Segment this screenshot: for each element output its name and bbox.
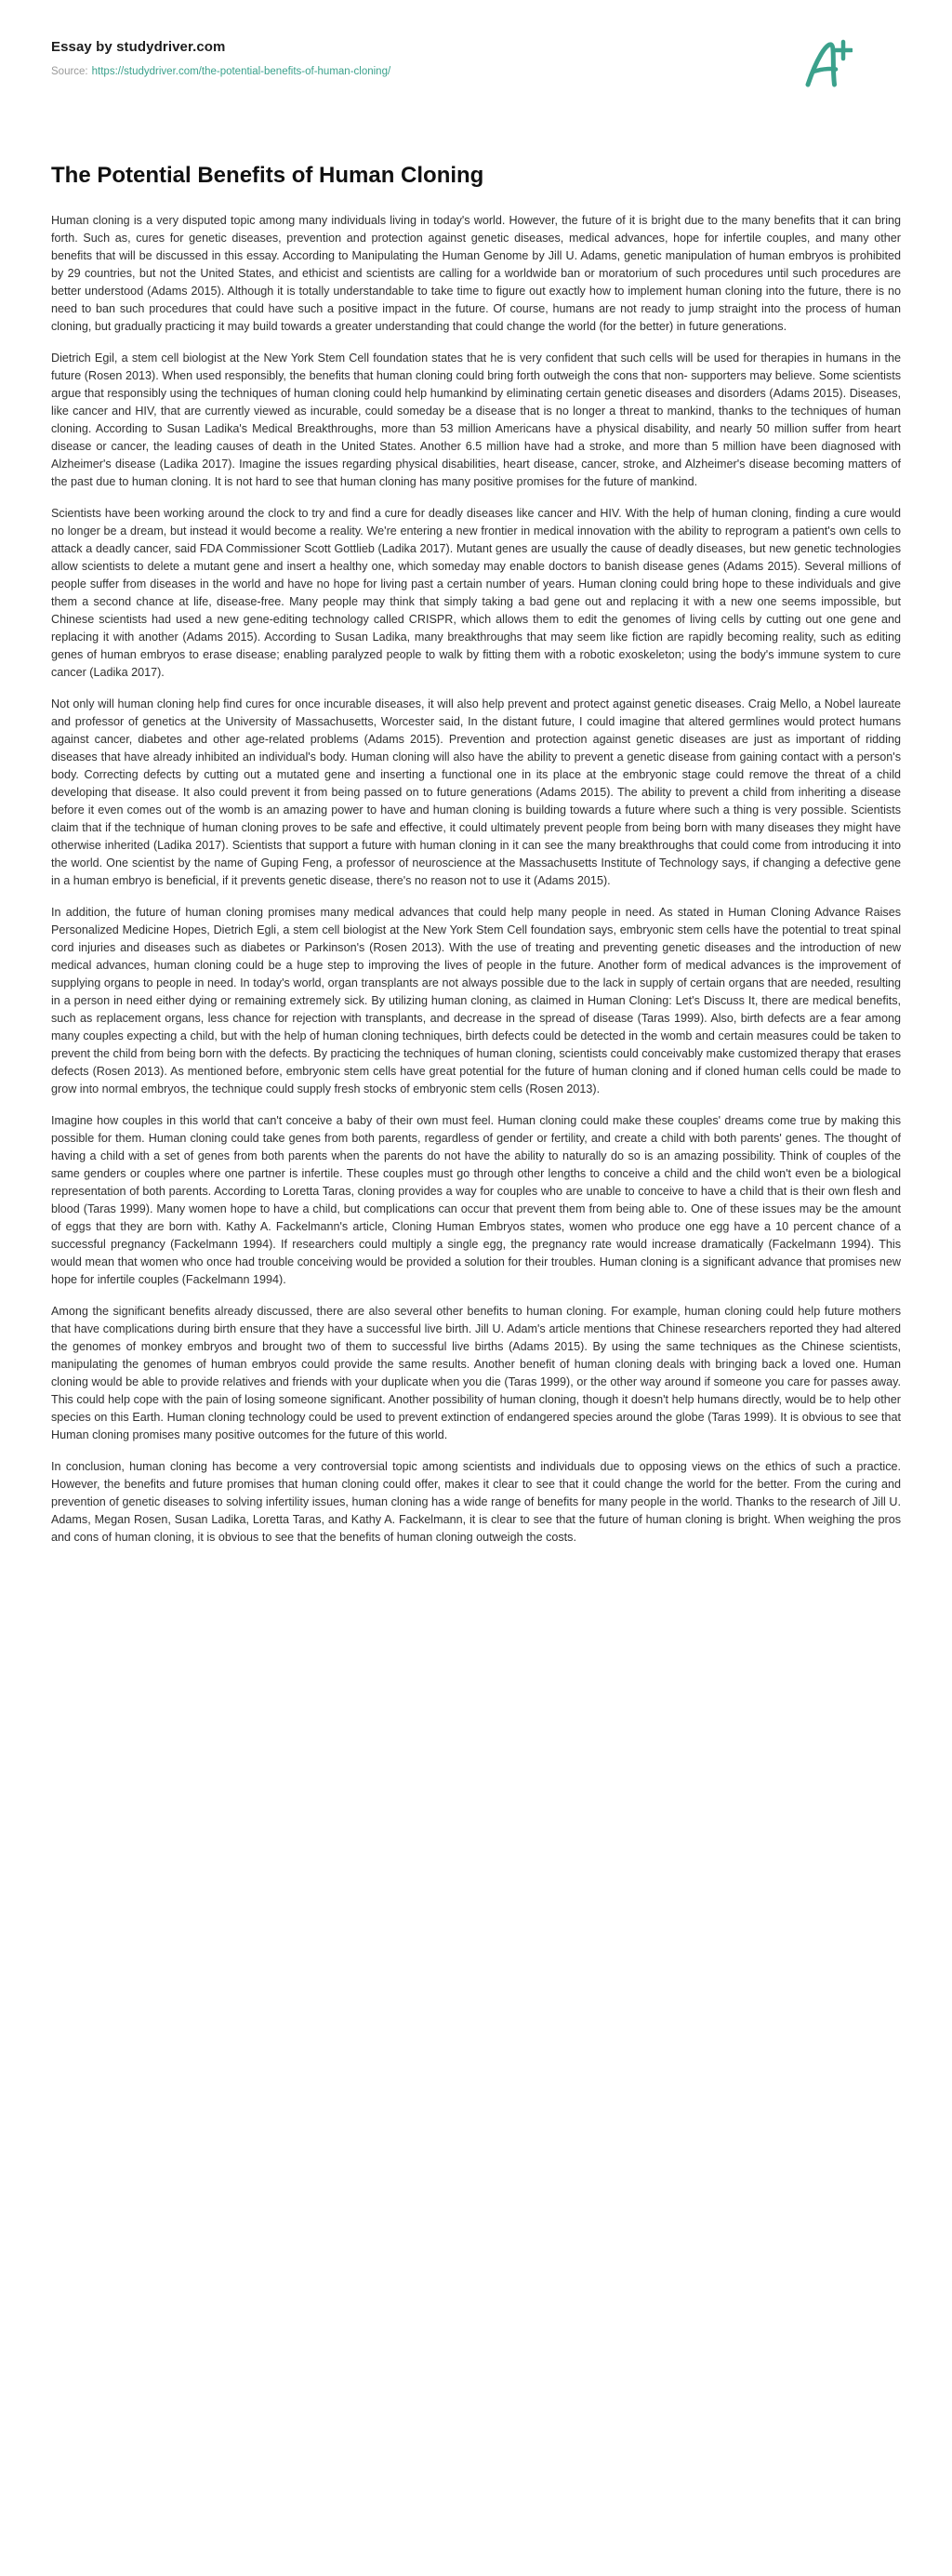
essay-paragraph-8: In conclusion, human cloning has become a very controversial topic among scientists and individuals due to opposing views on the ethics of such a practice. However, the benefits and future promises that human cloning could offer, makes it clear to see that it could change the world for the better. From the curing and prevention of genetic diseases to solving infertility issues, human cloning has a wide range of benefits for many people in the world. Thanks to the research of Jill U. Adams, Megan Rosen, Susan Ladika, Loretta Taras, and Kathy A. Fackelmann, it is clear to see that the future of human cloning is bright. When weighing the pros and cons of human cloning, it is obvious to see that the benefits of human cloning outweigh the costs. <box>51 1460 901 1544</box>
article-title: The Potential Benefits of Human Cloning <box>51 163 484 188</box>
essay-paragraph-6: Imagine how couples in this world that can't conceive a baby of their own must feel. Human cloning could make these couples' dreams come true by making this possible for them. Human cloning could take genes from both parents, regardless of gender or fertility, and create a child with both parents' genes. The thought of having a child with a set of genes from both parents when the parents do not have the ability to naturally do so is an amazing possibility. Think of couples of the same genders or couples where one partner is infertile. These couples must go through other lengths to conceive a child and the child won't even be a biological representation of both parents. According to Loretta Taras, cloning provides a way for couples who are unable to conceive to have a child that is their own flesh and blood (Taras 1999). Many women hope to have a child, but complications can occur that prevent them from being able to. One of these issues may be the amount of eggs that they are born with. Kathy A. Fackelmann's article, Cloning Human Embryos states, women who produce one egg have a 10 percent chance of a successful pregnancy (Fackelmann 1994). If researchers could multiply a single egg, the pregnancy rate would increase dramatically (Fackelmann 1994). This would mean that women who once had trouble conceiving would be provided a solution for their troubles. Human cloning is a significant advance that promises new hope for infertile couples (Fackelmann 1994). <box>51 1114 901 1286</box>
essay-paragraph-2: Dietrich Egil, a stem cell biologist at the New York Stem Cell foundation states that he is very confident that such cells will be used for therapies in humans in the future (Rosen 2013). When used responsibly, the benefits that human cloning could bring forth outweigh the cons that non- supporters may believe. Some scientists argue that responsibly using the techniques of human cloning could help humankind by eliminating certain genetic diseases and disorders (Adams 2015). Diseases, like cancer and HIV, that are currently viewed as incurable, could someday be a disease that is no longer a threat to mankind, thanks to the techniques of human cloning. According to Susan Ladika's Medical Breakthroughs, more than 53 million Americans have a physical disability, and nearly 50 million suffer from heart disease or cancer, the leading causes of death in the United States. Another 6.5 million have had a stroke, and more than 5 million have been diagnosed with Alzheimer's disease (Ladika 2017). Imagine the issues regarding physical disabilities, heart disease, cancer, stroke, and Alzheimer's disease becoming matters of the past due to human cloning. It is not hard to see that human cloning has many positive promises for the future of mankind. <box>51 352 901 488</box>
source-link[interactable]: https://studydriver.com/the-potential-benefits-of-human-cloning/ <box>91 66 391 77</box>
page-header <box>51 39 901 104</box>
essay-body <box>51 212 901 1547</box>
source-label: Source: <box>51 66 88 77</box>
essay-paragraph-7: Among the significant benefits already discussed, there are also several other benefits to human cloning. For example, human cloning could help future mothers that have complications during birth ensure that they have a successful live birth. Jill U. Adam's article mentions that Chinese researchers reported they had altered the genomes of monkey embryos and brought two of them to successful live births (Adams 2015). By using the same techniques as the Chinese scientists, manipulating the genomes of human embryos could provide the same results. Another benefit of human cloning deals with bringing back a loved one. Human cloning would be able to provide relatives and friends with your duplicate when you die (Taras 1999), or the other way around if someone you care for passes away. This could help cope with the pain of losing someone significant. Another possibility of human cloning, though it doesn't help humans directly, would be to help other species on this Earth. Human cloning technology could be used to prevent extinction of endangered species around the globe (Taras 1999). It is obvious to see that Human cloning promises many positive outcomes for the future of this world. <box>51 1305 901 1441</box>
source-line <box>51 66 901 77</box>
essay-paragraph-3: Scientists have been working around the clock to try and find a cure for deadly diseases like cancer and HIV. With the help of human cloning, finding a cure would no longer be a dream, but instead it would become a reality. We're entering a new frontier in medical innovation with the ability to reprogram a patient's own cells to attack a deadly cancer, said FDA Commissioner Scott Gottlieb (Ladika 2017). Mutant genes are usually the cause of deadly diseases, but new genetic technologies allow scientists to delete a mutant gene and insert a healthy one, which someday may enable doctors to banish disease genes (Adams 2015). Several millions of people suffer from diseases in the world and have no hope for living past a certain number of years. Human cloning could bring hope to these individuals and give them a second chance at life, disease-free. Many people may think that simply taking a bad gene out and replacing it with a new one seems impossible, but Chinese scientists had used a new gene-editing technology called CRISPR, which allows them to edit the genomes of living cells by cutting out one gene and replacing it with another (Adams 2015). According to Susan Ladika, many breakthroughs that may seem like fiction are rapidly becoming reality, such as editing genes of human embryos to erase disease; enabling paralyzed people to walk by fitting them with a robotic exoskeleton; using the body's immune system to cure cancer (Ladika 2017). <box>51 507 901 679</box>
studydriver-a-plus-logo-icon <box>802 37 853 91</box>
essay-paragraph-1: Human cloning is a very disputed topic among many individuals living in today's world. However, the future of it is bright due to the many benefits that it can bring forth. Such as, cures for genetic diseases, prevention and protection against genetic diseases, medical advances, hope for infertile couples, and many other benefits that will be discussed in this essay. According to Manipulating the Human Genome by Jill U. Adams, genetic manipulation of human embryos is prohibited by 29 countries, but not the United States, and ethicist and scientists are calling for a worldwide ban or moratorium of such procedures until such procedures are better understood (Adams 2015). Although it is totally understandable to take time to figure out exactly how to implement human cloning into the future, there is no need to ban such procedures that could have such a positive impact in the future. Of course, humans are not ready to jump straight into the process of human cloning, but gradually practicing it may build towards a greater understanding that could change the world (for the better) in future generations. <box>51 214 901 333</box>
essay-paragraph-5: In addition, the future of human cloning promises many medical advances that could help many people in need. As stated in Human Cloning Advance Raises Personalized Medicine Hopes, Dietrich Egli, a stem cell biologist at the New York Stem Cell foundation says, embryonic stem cells have the potential to treat spinal cord injuries and diseases such as diabetes or Parkinson's (Rosen 2013). With the use of treating and preventing genetic diseases and the introduction of new medical advances, human cloning could be a huge step to improving the lives of people in the future. Another form of medical advances is the improvement of supplying organs to people in need. In today's world, organ transplants are not always possible due to the lack in supply of certain organs that are needed, resulting in a person in need either dying or remaining extremely sick. By utilizing human cloning, as claimed in Human Cloning: Let's Discuss It, there are medical benefits, such as replacement organs, less chance for rejection with transplants, and decrease in the spread of disease (Taras 1999). Also, birth defects are a fear among many couples expecting a child, but with the help of human cloning techniques, birth defects could be detected in the womb and certain measures could be taken to prevent the child from being born with the defects. By practicing the techniques of human cloning, scientists could conceivably make customized therapy that erases defects (Rosen 2013). As mentioned before, embryonic stem cells have great potential for the future of human cloning and if cloned human cells could be made to grow into normal embryos, the technique could supply fresh stocks of embryonic stem cells (Rosen 2013). <box>51 906 901 1095</box>
byline: Essay by studydriver.com <box>51 39 226 55</box>
essay-paragraph-4: Not only will human cloning help find cures for once incurable diseases, it will also help prevent and protect against genetic diseases. Craig Mello, a Nobel laureate and professor of genetics at the University of Massachusetts, Worcester said, In the distant future, I could imagine that altered germlines would protect humans against cancer, diabetes and other age-related problems (Adams 2015). Prevention and protection against genetic diseases are just as important of ridding diseases that have already inhibited an individual's body. Human cloning will also have the ability to prevent a genetic disease from gaining contact with a person's body. Correcting defects by cutting out a mutated gene and inserting a functional one in its place at the embryonic stage could remove the threat of a child developing that disease. It also could prevent it from being passed on to future generations (Adams 2015). The ability to prevent a child from inheriting a disease before it even comes out of the womb is an amazing power to have and human cloning is building towards a future where such a thing is very possible. Scientists claim that if the technique of human cloning proves to be safe and effective, it could ultimately prevent people from being born with many diseases they might have otherwise inherited (Ladika 2017). Scientists that support a future with human cloning in it can see the many breakthroughs that could come from introducing it into the world. One scientist by the name of Guping Feng, a professor of neuroscience at the Massachusetts Institute of Technology says, if changing a defective gene in a human embryo is beneficial, if it prevents genetic disease, there's no reason not to use it (Adams 2015). <box>51 697 901 887</box>
